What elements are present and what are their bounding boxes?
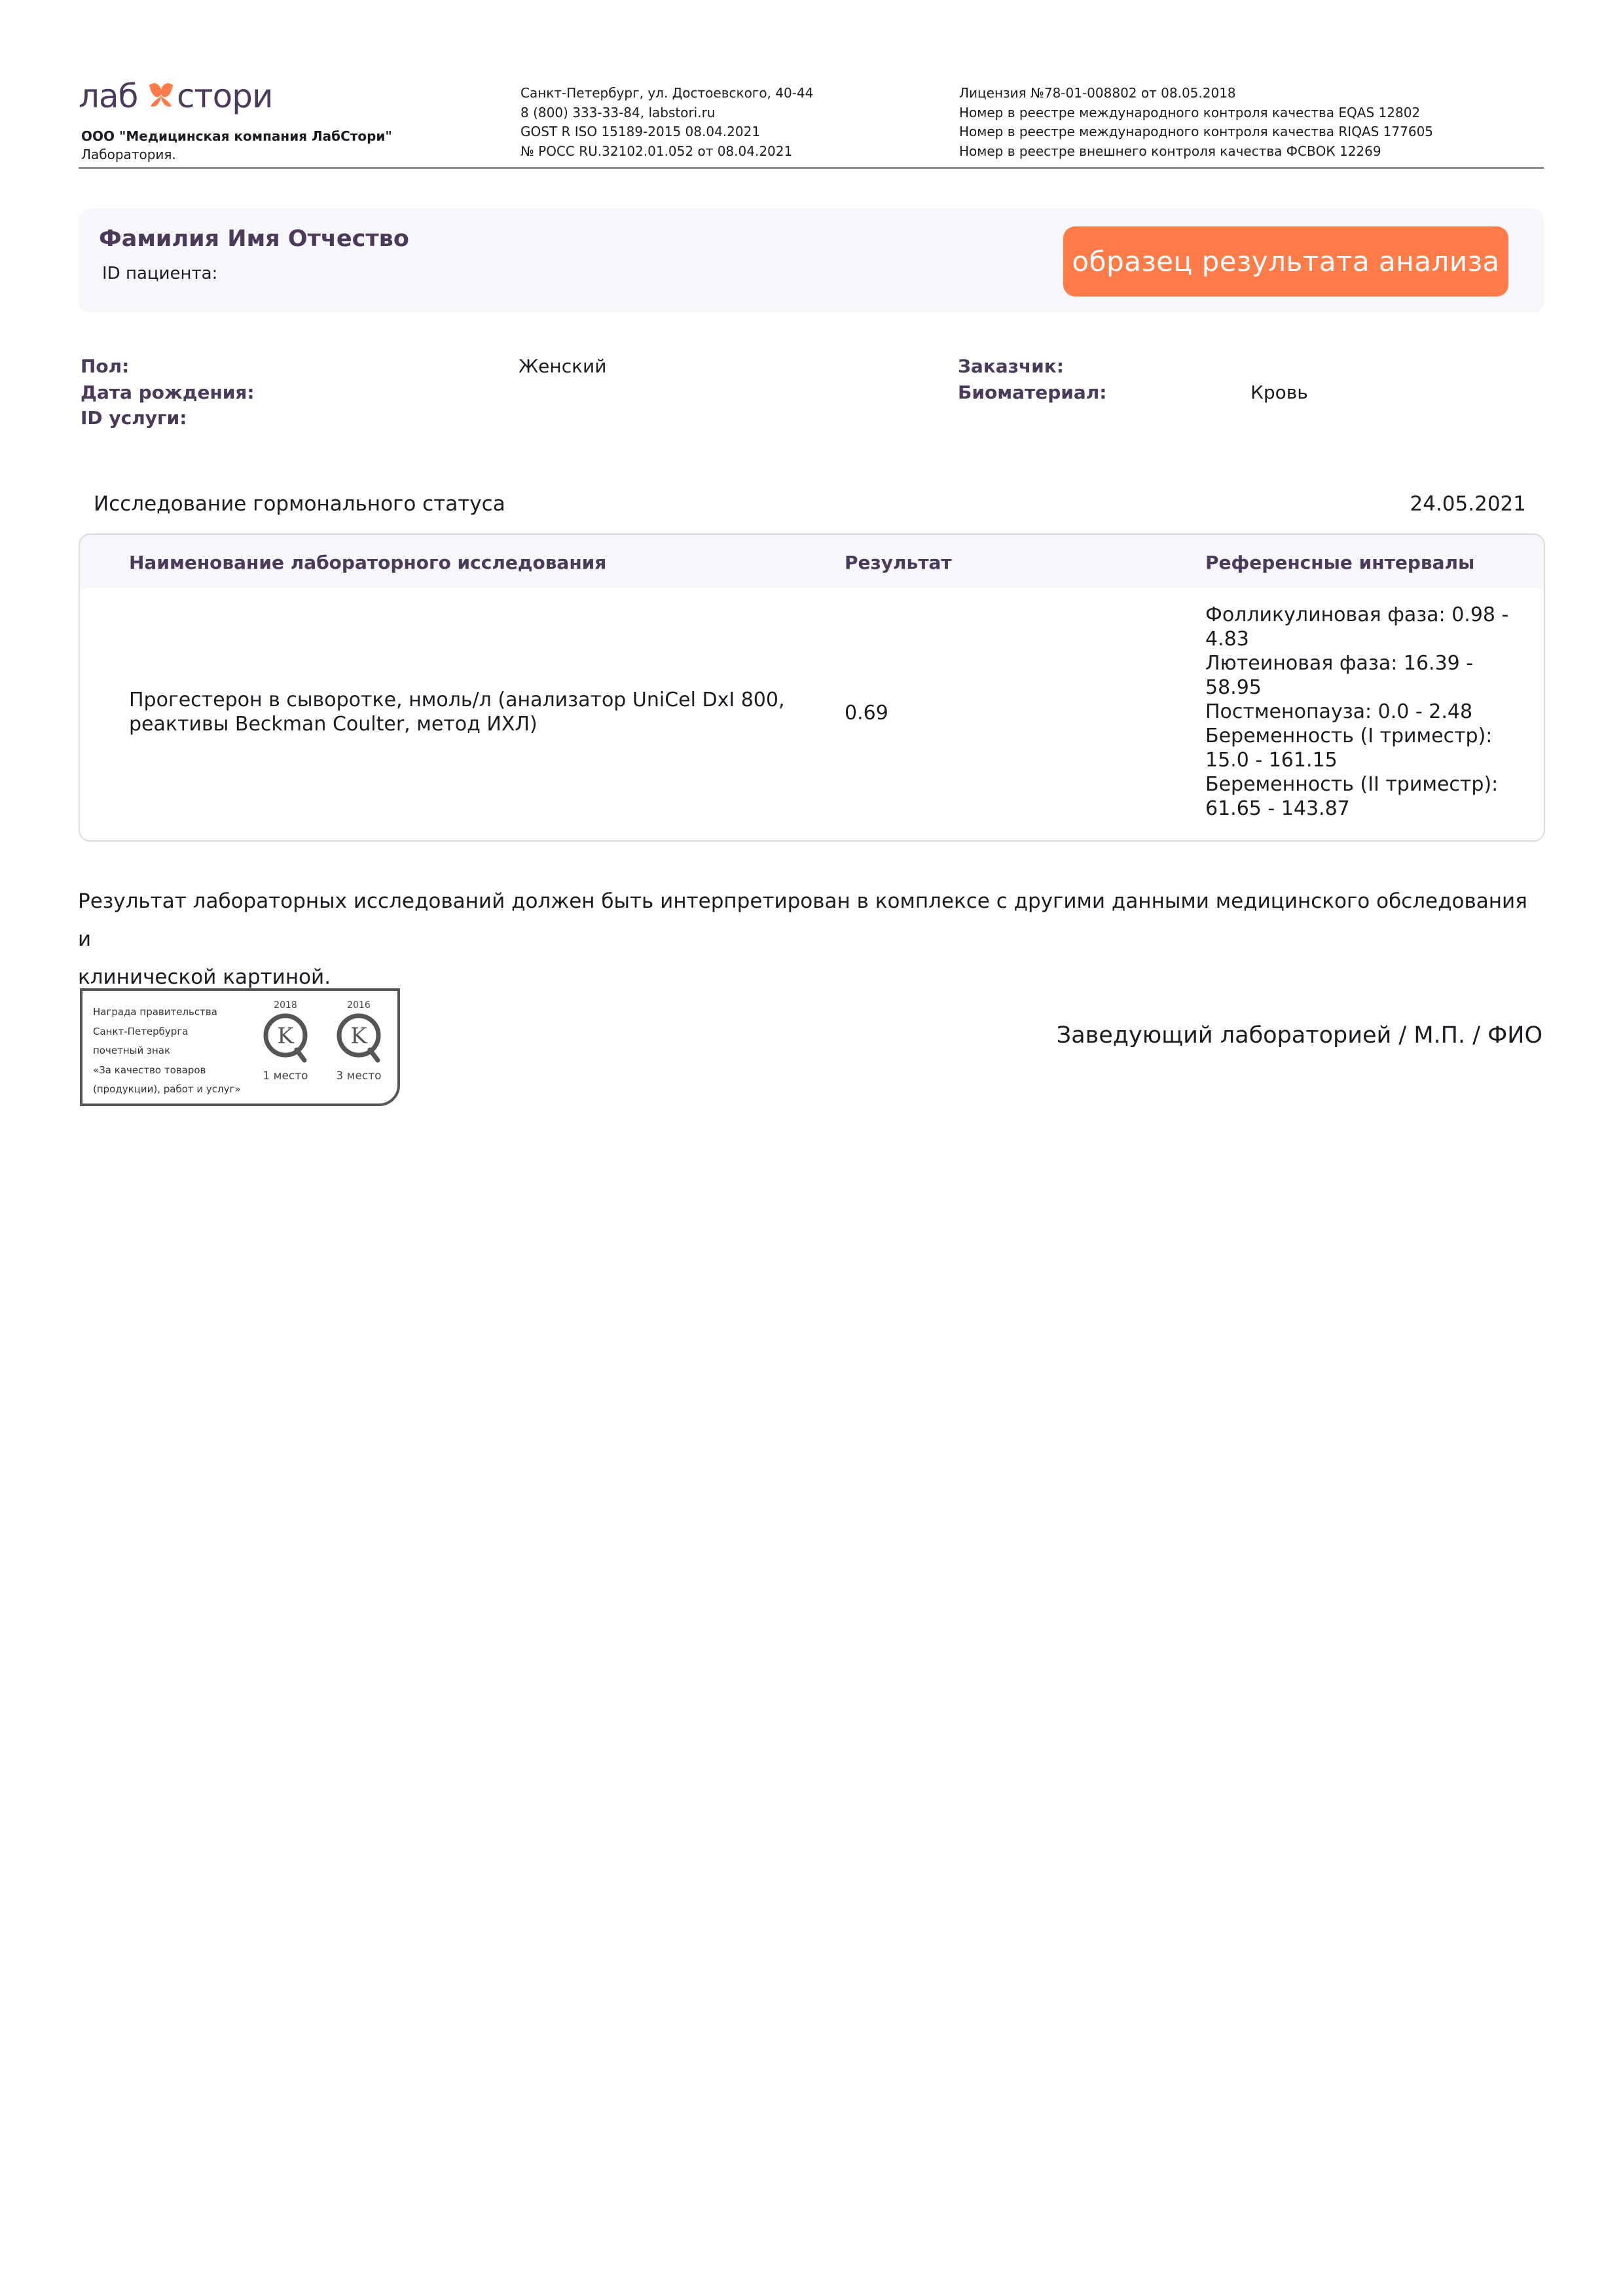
contact-address: Санкт-Петербург, ул. Достоевского, 40-44 <box>520 85 814 101</box>
header-divider <box>79 167 1544 169</box>
award-badge-2018 <box>259 1000 312 1083</box>
interpretation-note <box>78 882 1544 996</box>
logo-graphic <box>79 73 275 119</box>
quality-award <box>80 988 400 1106</box>
award-place: 3 место <box>336 1069 382 1083</box>
sample-badge: образец результата анализа <box>1063 226 1508 296</box>
reference-line: Фолликулиновая фаза: 0.98 - <box>1205 603 1509 626</box>
reference-line: Лютеиновая фаза: 16.39 - <box>1205 652 1474 675</box>
award-badge-2016 <box>333 1000 385 1083</box>
award-line: Санкт-Петербурга <box>93 1025 189 1037</box>
column-header-result: Результат <box>845 552 952 573</box>
study-title: Исследование гормонального статуса <box>94 492 505 516</box>
reference-line: Постменопауза: 0.0 - 2.48 <box>1205 700 1473 723</box>
award-year: 2016 <box>347 1000 371 1011</box>
dob-label: Дата рождения: <box>81 382 255 403</box>
biomaterial-value: Кровь <box>1250 382 1308 403</box>
svg-text:K: K <box>350 1023 367 1049</box>
company-logo <box>79 73 275 119</box>
note-line: клинической картиной. <box>78 965 331 989</box>
contact-gost: GOST R ISO 15189-2015 08.04.2021 <box>520 124 761 139</box>
award-place: 1 место <box>263 1069 308 1083</box>
registry-eqas: Номер в реестре международного контроля качества EQAS 12802 <box>959 104 1421 120</box>
reference-line: 61.65 - 143.87 <box>1205 797 1350 820</box>
contact-block <box>520 84 813 161</box>
award-line: (продукции), работ и услуг» <box>93 1083 241 1095</box>
patient-id-label: ID пациента: <box>102 264 218 283</box>
reference-line: 4.83 <box>1205 628 1249 651</box>
award-line: почетный знак <box>93 1045 171 1056</box>
registry-riqas: Номер в реестре международного контроля качества RIQAS 177605 <box>959 124 1434 139</box>
reference-line: 15.0 - 161.15 <box>1205 749 1338 772</box>
contact-ross: № РОСС RU.32102.01.052 от 08.04.2021 <box>520 143 793 159</box>
column-header-reference: Референсные интервалы <box>1205 552 1475 573</box>
study-date: 24.05.2021 <box>1410 492 1526 516</box>
biomaterial-label: Биоматериал: <box>958 382 1107 403</box>
svg-text:лаб: лаб <box>79 77 138 115</box>
butterfly-icon <box>149 83 173 107</box>
service-id-label: ID услуги: <box>81 407 187 429</box>
reference-line: Беременность (II триместр): <box>1205 773 1499 796</box>
quality-k-icon <box>335 1011 383 1066</box>
column-header-name: Наименование лабораторного исследования <box>129 552 607 573</box>
company-subtitle: Лаборатория. <box>81 147 176 162</box>
reference-intervals <box>1205 603 1508 821</box>
award-line: Награда правительства <box>93 1006 217 1018</box>
test-result: 0.69 <box>845 702 888 725</box>
test-name <box>129 688 785 736</box>
award-year: 2018 <box>274 1000 297 1011</box>
results-table <box>79 533 1545 842</box>
note-line: Результат лабораторных исследований должен быть интерпретирован в комплексе с другими данными медицинского обследования и <box>78 889 1527 951</box>
test-name-line: Прогестерон в сыворотке, нмоль/л (анализатор UniCel DxI 800, <box>129 689 785 711</box>
reference-line: Беременность (I триместр): <box>1205 725 1493 747</box>
patient-name: Фамилия Имя Отчество <box>99 226 409 252</box>
company-name: ООО "Медицинская компания ЛабСтори" <box>81 128 392 144</box>
reference-line: 58.95 <box>1205 676 1262 699</box>
svg-text:K: K <box>277 1023 294 1049</box>
signature-line: Заведующий лабораторией / М.П. / ФИО <box>1056 1022 1542 1049</box>
award-description <box>93 1003 241 1100</box>
test-name-line: реактивы Beckman Coulter, метод ИХЛ) <box>129 713 538 736</box>
award-line: «За качество товаров <box>93 1064 206 1076</box>
customer-label: Заказчик: <box>958 355 1064 377</box>
sex-value: Женский <box>519 355 607 377</box>
license-number: Лицензия №78-01-008802 от 08.05.2018 <box>959 85 1236 101</box>
svg-text:стори: стори <box>177 77 273 115</box>
quality-k-icon <box>261 1011 310 1066</box>
contact-phone: 8 (800) 333-33-84, labstori.ru <box>520 104 716 120</box>
license-block <box>959 84 1433 161</box>
registry-fsvok: Номер в реестре внешнего контроля качества ФСВОК 12269 <box>959 143 1381 159</box>
sex-label: Пол: <box>81 355 130 377</box>
